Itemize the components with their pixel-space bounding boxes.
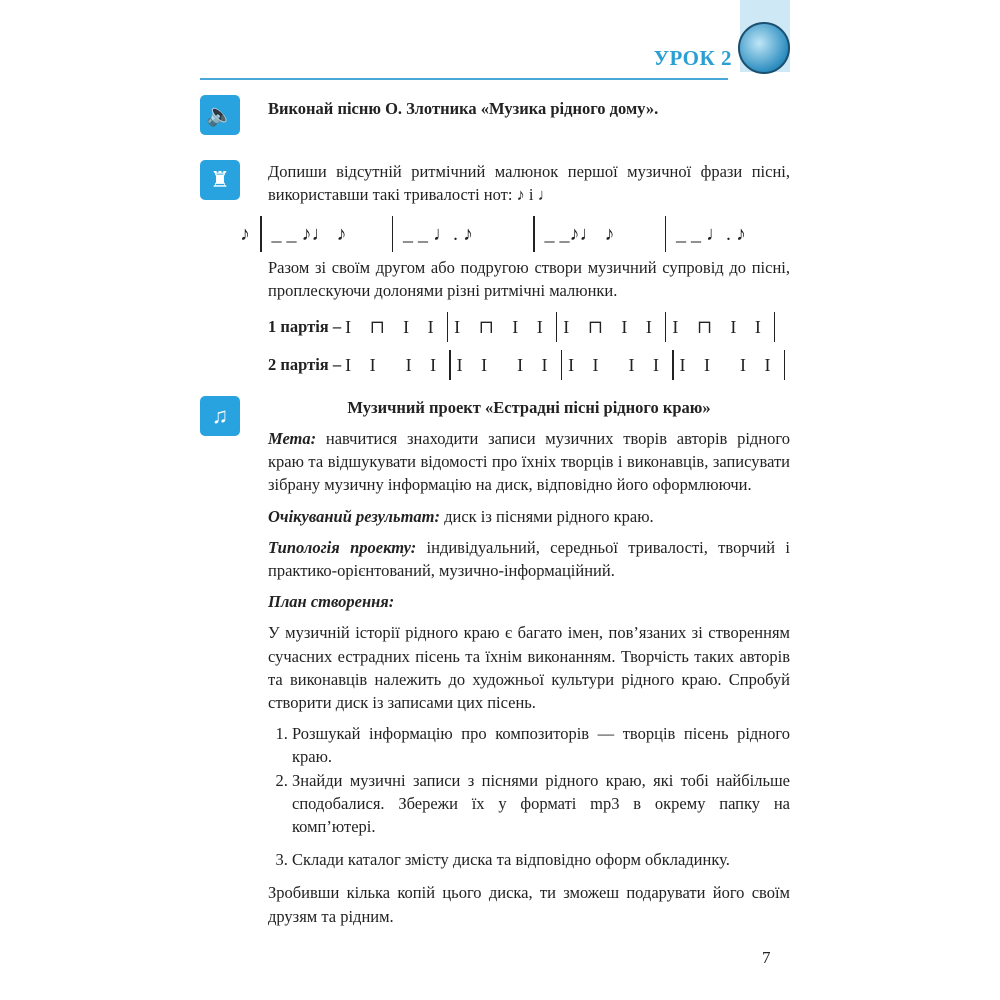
barline: [447, 312, 449, 342]
barline: [665, 312, 667, 342]
task2-text2: Разом зі своїм другом або подругою створи музичний супровід до пісні, проплескуючи долонями різні ритмічні малюнки.: [268, 258, 790, 301]
rhythm-note: ♪: [240, 222, 250, 245]
goal-label: Мета:: [268, 429, 317, 448]
result-text: диск із піснями рідного краю.: [439, 506, 654, 526]
rhythm-measure: _ _ ♪♩ ♪: [271, 222, 347, 245]
result-label: Очікуваний результат:: [268, 506, 440, 526]
project-title: Музичний проект «Естрадні пісні рідного краю»: [347, 398, 711, 417]
plan-outro: Зробивши кілька копій цього диска, ти зможеш подарувати його своїм друзям та рідним.: [268, 883, 790, 926]
barline: [665, 216, 667, 252]
part-measure: I I I I: [679, 354, 778, 375]
barline: [784, 350, 786, 380]
rhythm-measure: _ _ ♩. ♪: [676, 222, 746, 245]
part-measure: I I I I: [456, 354, 555, 375]
part-measure: I I I I: [568, 354, 667, 375]
choir-icon: ♜: [200, 160, 240, 200]
plan-intro: У музичній історії рідного краю є багато імен, пов’язаних зі створенням сучасних естрадних пісень та їхнім виконанням. Творчість таких авторів та виконавців належить до художньої культури рідного краю. Спробуй створити диск із записами цих пісень.: [268, 623, 790, 713]
plan-label: План створення:: [268, 592, 395, 612]
plan-step: 2. Знайди музичні записи з піснями рідного краю, які тобі найбільше сподобалися. Збережи їх у форматі mp3 в окрему папку на комп’ютері.: [292, 769, 790, 839]
goal-text: навчитися знаходити записи музичних творів авторів рідного краю та відшукувати відомості про їхніх творців і виконавців, записувати зібрану музичну інформацію на диск, відповідно його оформлюючи.: [268, 429, 790, 495]
barline: [533, 216, 535, 252]
part-measure: I ⊓ I I: [454, 316, 550, 337]
page-number: 7: [762, 948, 771, 967]
plan-step: 1. Розшукай інформацію про композиторів — творців пісень рідного краю.: [292, 722, 790, 768]
barline: [449, 350, 451, 380]
barline: [392, 216, 394, 252]
music-notes-icon: ♫: [200, 396, 240, 436]
part-2: [268, 350, 791, 380]
barline: [260, 216, 262, 252]
type-label: Типологія проекту:: [268, 537, 417, 557]
part-1: [268, 312, 781, 342]
task1-text: Виконай пісню О. Злотника «Музика рідного дому».: [268, 99, 659, 118]
rhythm-line: [240, 214, 800, 254]
part-measure: I ⊓ I I: [345, 316, 441, 337]
rhythm-measure: _ _♪♩ ♪: [544, 222, 615, 245]
lesson-title: УРОК 2: [653, 46, 732, 70]
type-text: індивідуальний, середньої тривалості, творчий і практико-орієнтований, музично-інформаційний.: [268, 537, 790, 581]
barline: [774, 312, 776, 342]
plan-step: 3. Склади каталог змісту диска та відповідно оформ обкладинку.: [292, 848, 790, 871]
part-label: 2 партія –: [268, 355, 342, 374]
part-measure: I ⊓ I I: [672, 316, 768, 337]
barline: [672, 350, 674, 380]
lesson-emblem-icon: [738, 22, 790, 74]
part-measure: I ⊓ I I: [563, 316, 659, 337]
header-divider: [200, 78, 728, 80]
plan-steps: [268, 722, 790, 871]
speaker-icon: 🔈: [200, 95, 240, 135]
barline: [556, 312, 558, 342]
barline: [561, 350, 563, 380]
part-measure: I I I I: [345, 354, 444, 375]
rhythm-measure: _ _ ♩. ♪: [403, 222, 473, 245]
task2-text: Допиши відсутній ритмічний малюнок першої музичної фрази пісні, використавши такі тривалості нот: ♪ і ♩: [268, 162, 790, 205]
part-label: 1 партія –: [268, 317, 342, 336]
project-body: [268, 427, 790, 928]
